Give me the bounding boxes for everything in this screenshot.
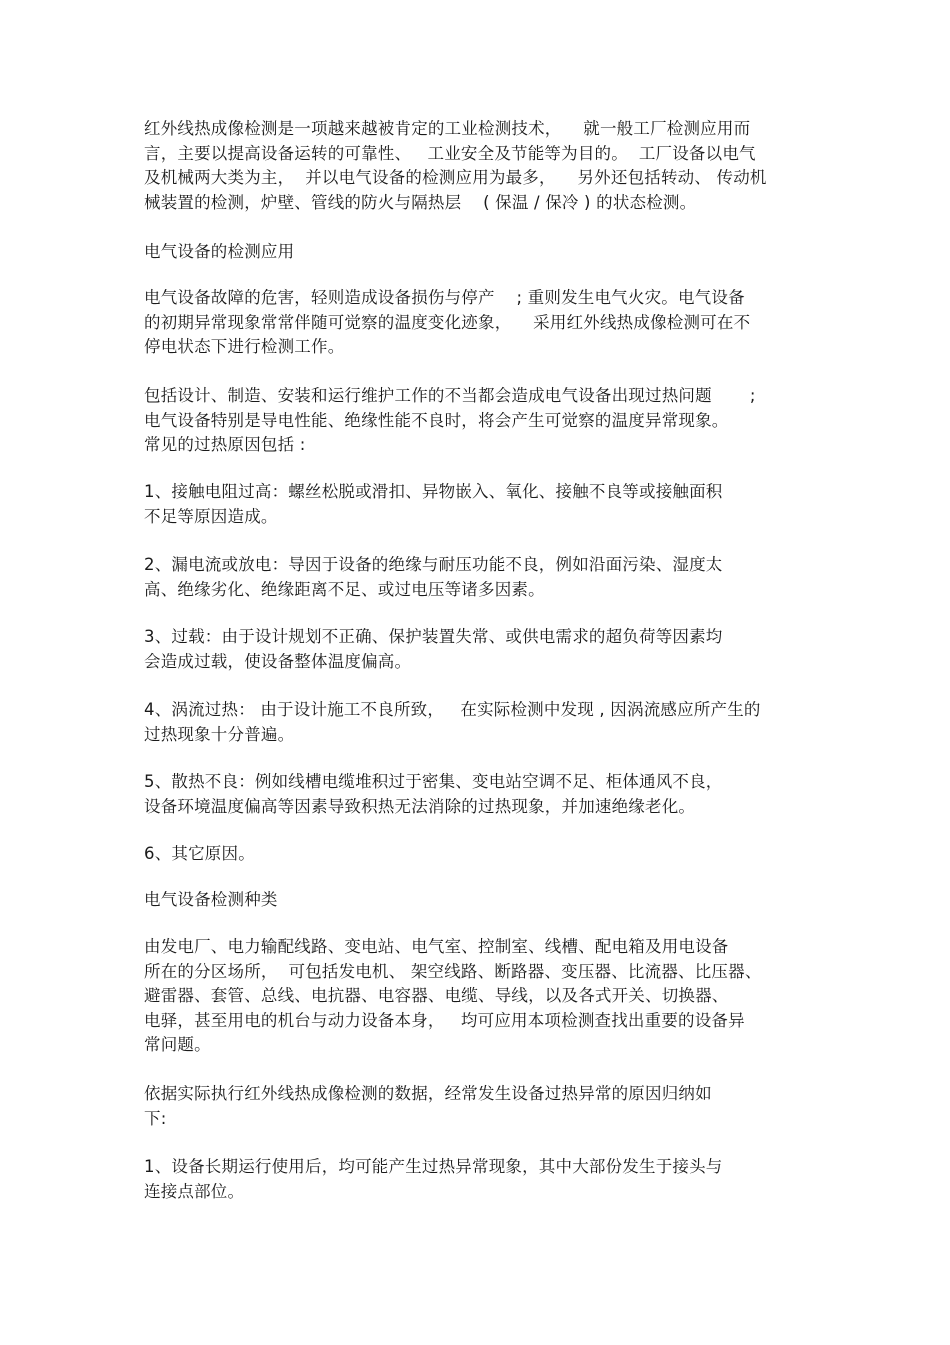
text-line: 会造成过载，使设备整体温度偏高。 xyxy=(144,651,412,671)
text-line: 由发电厂、电力输配线路、变电站、电气室、控制室、线槽、配电箱及用电设备 xyxy=(144,937,729,956)
text-line: 依据实际执行红外线热成像检测的数据，经常发生设备过热异常的原因归纳如 xyxy=(144,1084,712,1103)
summary-item-1 xyxy=(144,1155,723,1204)
text-line: 设备环境温度偏高等因素导致积热无法消除的过热现象，并加速绝缘老化。 xyxy=(144,796,696,816)
cause-item-2 xyxy=(144,553,723,602)
text-line: 电气设备故障的危害，轻则造成设备损伤与停产 ; 重则发生电气火灾。电气设备 xyxy=(144,288,745,307)
section-heading-detection-types: 电气设备检测种类 xyxy=(144,890,278,909)
text-line: 红外线热成像检测是一项越来越被肯定的工业检测技术， 就一般工厂检测应用而 xyxy=(144,119,751,138)
intro-paragraph xyxy=(144,117,767,215)
cause-item-1 xyxy=(144,480,723,529)
text-line: 连接点部位。 xyxy=(144,1181,245,1201)
text-line: 停电状态下进行检测工作。 xyxy=(144,337,345,356)
text-line: 常问题。 xyxy=(144,1035,211,1054)
text-line: 避雷器、套管、总线、电抗器、电容器、电缆、导线，以及各式开关、切换器、 xyxy=(144,986,729,1005)
text-line: 1、接触电阻过高：螺丝松脱或滑扣、异物嵌入、氧化、接触不良等或接触面积 xyxy=(144,482,723,501)
cause-item-3 xyxy=(144,625,723,674)
text-line: 械装置的检测，炉壁、管线的防火与隔热层 ( 保温 / 保冷 ) 的状态检测。 xyxy=(144,192,697,212)
text-line: 包括设计、制造、安装和运行维护工作的不当都会造成电气设备出现过热问题 ; xyxy=(144,386,756,405)
causes-intro-paragraph xyxy=(144,384,756,458)
text-line: 4、涡流过热： 由于设计施工不良所致， 在实际检测中发现 , 因涡流感应所产生的 xyxy=(144,700,761,719)
section-heading-electrical-detection: 电气设备的检测应用 xyxy=(144,242,295,261)
text-line: 所在的分区场所， 可包括发电机、 架空线路、断路器、变压器、比流器、比压器、 xyxy=(144,961,762,981)
text-line: 3、过载：由于设计规划不正确、保护装置失常、或供电需求的超负荷等因素均 xyxy=(144,627,723,646)
text-line: 电驿，甚至用电的机台与动力设备本身， 均可应用本项检测查找出重要的设备异 xyxy=(144,1010,745,1030)
text-line: 的初期异常现象常常伴随可觉察的温度变化迹象， 采用红外线热成像检测可在不 xyxy=(144,312,751,332)
cause-item-5 xyxy=(144,770,723,819)
text-line: 下: xyxy=(144,1108,167,1128)
cause-item-6 xyxy=(144,842,255,867)
text-line: 不足等原因造成。 xyxy=(144,506,278,526)
text-line: 5、散热不良：例如线槽电缆堆积过于密集、变电站空调不足、柜体通风不良， xyxy=(144,772,723,791)
text-line: 常见的过热原因包括 : xyxy=(144,435,306,454)
text-line: 2、漏电流或放电：导因于设备的绝缘与耐压功能不良，例如沿面污染、湿度太 xyxy=(144,555,723,574)
equipment-paragraph xyxy=(144,935,762,1058)
summary-intro-paragraph xyxy=(144,1082,712,1131)
text-line: 1、设备长期运行使用后，均可能产生过热异常现象，其中大部份发生于接头与 xyxy=(144,1157,723,1176)
text-line: 过热现象十分普遍。 xyxy=(144,724,295,744)
text-line: 及机械两大类为主， 并以电气设备的检测应用为最多， 另外还包括转动、 传动机 xyxy=(144,168,767,187)
text-line: 电气设备特别是导电性能、绝缘性能不良时，将会产生可觉察的温度异常现象。 xyxy=(144,410,729,430)
text-line: 高、绝缘劣化、绝缘距离不足、或过电压等诸多因素。 xyxy=(144,579,545,599)
cause-item-4 xyxy=(144,698,761,747)
hazard-paragraph xyxy=(144,286,750,360)
text-line: 6、其它原因。 xyxy=(144,844,255,863)
text-line: 言，主要以提高设备运转的可靠性、 工业安全及节能等为目的。 工厂设备以电气 xyxy=(144,143,756,163)
